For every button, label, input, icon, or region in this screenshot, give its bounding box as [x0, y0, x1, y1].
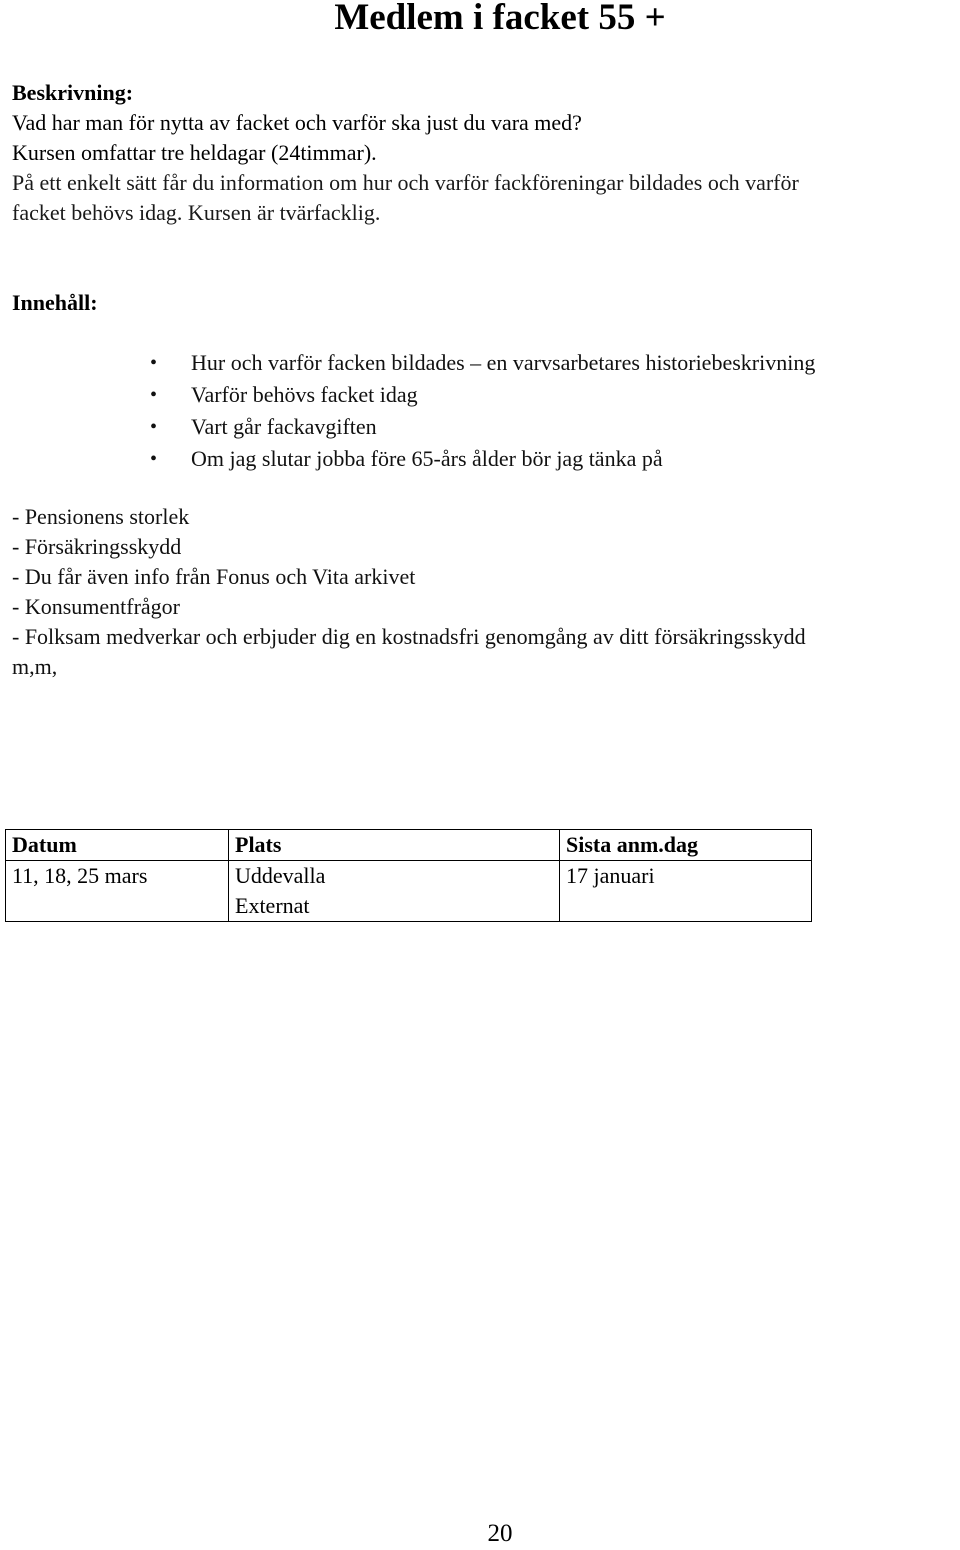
bullet-text: Om jag slutar jobba före 65-års ålder bör jag tänka på	[191, 446, 663, 471]
description-line-2: Kursen omfattar tre heldagar (24timmar).	[12, 140, 377, 165]
header-sista-anmdag: Sista anm.dag	[560, 830, 812, 861]
content-bullet-list	[150, 347, 815, 475]
bullet-icon: •	[150, 416, 158, 438]
dash-item-list	[12, 502, 806, 682]
dash-item: - Pensionens storlek	[12, 504, 190, 529]
header-datum: Datum	[6, 830, 229, 861]
page-title: Medlem i facket 55 +	[334, 0, 666, 38]
table-row	[6, 861, 812, 922]
list-item	[150, 443, 815, 475]
description-line-4: facket behövs idag. Kursen är tvärfacklig.	[12, 200, 381, 225]
beskrivning-label: Beskrivning:	[12, 80, 134, 105]
cell-sista-anmdag: 17 januari	[560, 861, 812, 922]
description-line-1: Vad har man för nytta av facket och varför ska just du vara med?	[12, 110, 582, 135]
dash-item: - Du får även info från Fonus och Vita arkivet	[12, 564, 416, 589]
bullet-text: Varför behövs facket idag	[191, 382, 418, 407]
list-item	[150, 411, 815, 443]
course-schedule-table	[5, 829, 812, 922]
cell-plats	[229, 861, 560, 922]
list-item	[150, 347, 815, 379]
plats-line-2: Externat	[235, 893, 310, 918]
table-header-row	[6, 830, 812, 861]
dash-item: - Folksam medverkar och erbjuder dig en kostnadsfri genomgång av ditt försäkringsskydd	[12, 624, 806, 649]
dash-item: m,m,	[12, 654, 58, 679]
header-plats: Plats	[229, 830, 560, 861]
cell-datum: 11, 18, 25 mars	[6, 861, 229, 922]
dash-item: - Försäkringsskydd	[12, 534, 182, 559]
bullet-icon: •	[150, 384, 158, 406]
bullet-icon: •	[150, 448, 158, 470]
bullet-text: Hur och varför facken bildades – en varvsarbetares historiebeskrivning	[191, 350, 816, 375]
list-item	[150, 379, 815, 411]
dash-item: - Konsumentfrågor	[12, 594, 181, 619]
innehall-label: Innehåll:	[12, 290, 98, 315]
page-number: 20	[487, 1520, 513, 1547]
description-line-3: På ett enkelt sätt får du information om hur och varför fackföreningar bildades och varför	[12, 170, 799, 195]
plats-line-1: Uddevalla	[235, 863, 326, 888]
bullet-icon: •	[150, 352, 158, 374]
bullet-text: Vart går fackavgiften	[191, 414, 377, 439]
